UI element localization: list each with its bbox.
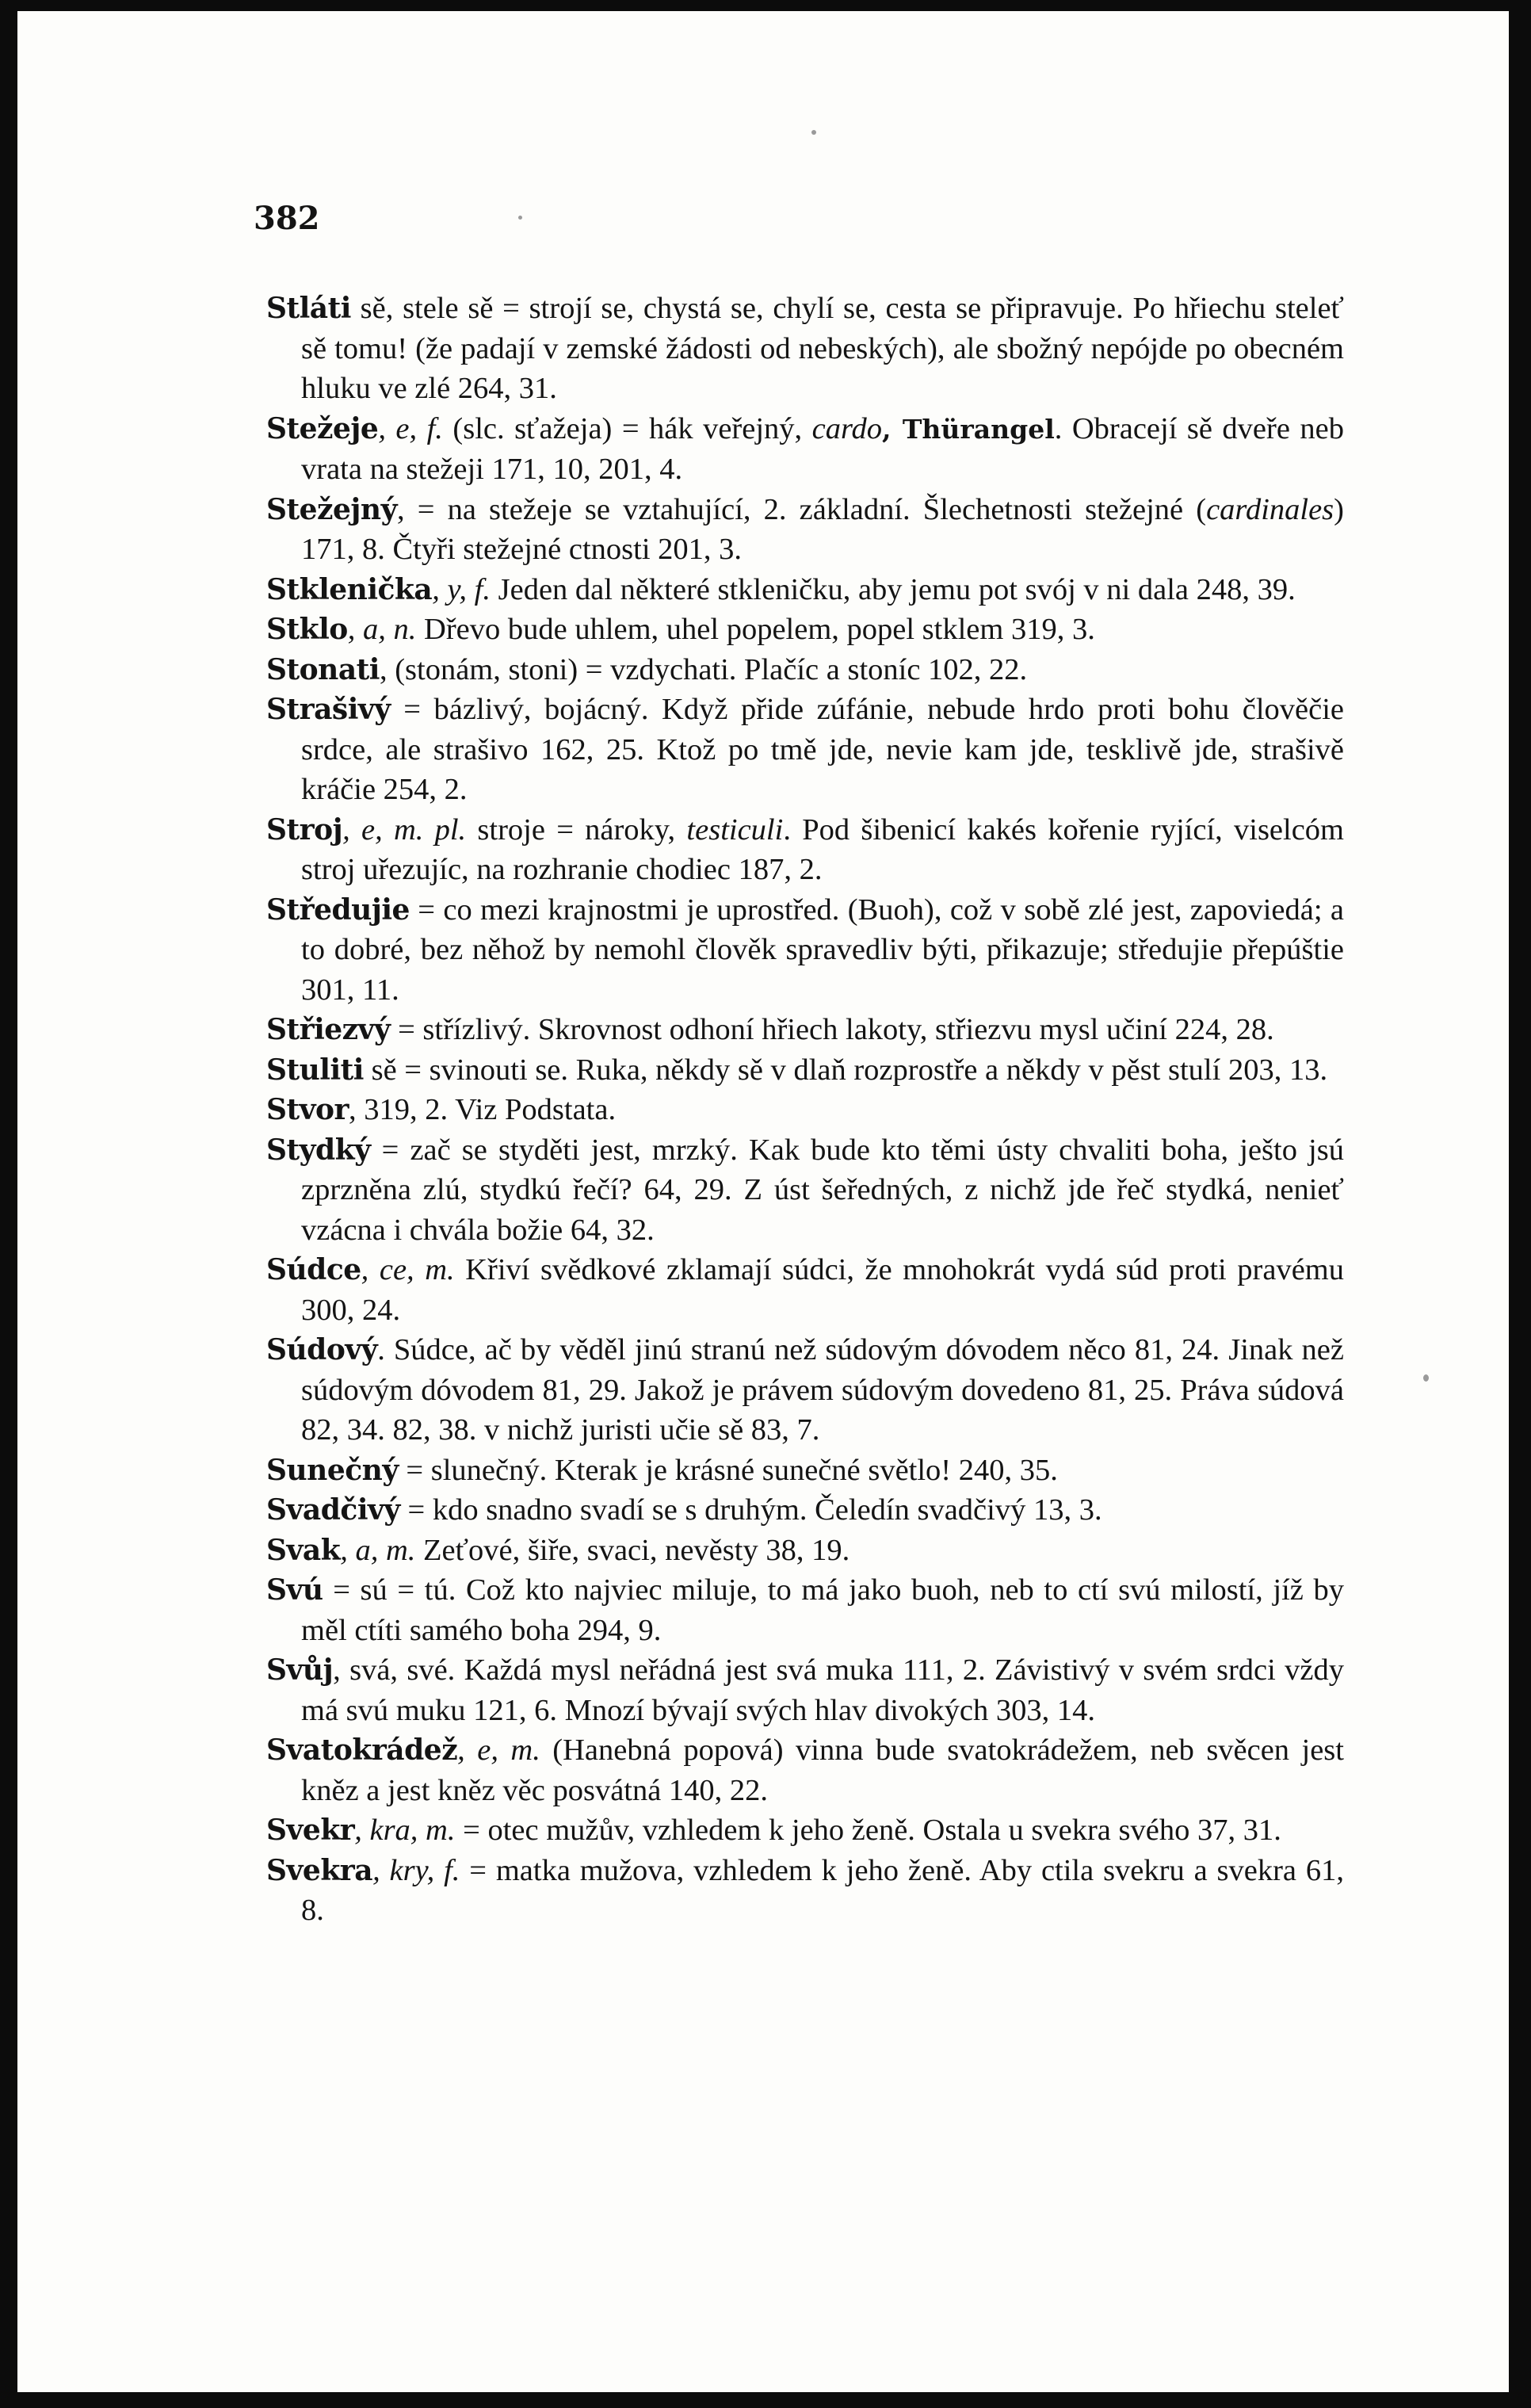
entry-latin-term: cardo (811, 411, 883, 445)
entry-headword: Svak (266, 1533, 341, 1567)
entry-grammar: , a, n. (347, 613, 417, 646)
entry-headword: Svatokrádež (266, 1733, 458, 1767)
entry-latin-term: cardinales (1206, 492, 1334, 526)
entry-grammar: , y, f. (432, 572, 491, 606)
entry-headword: Strašivý (266, 693, 391, 726)
glossary-entry (266, 650, 1344, 690)
entry-headword: Svadčivý (266, 1493, 400, 1527)
entry-text: = sú = tú. Což kto najviec miluje, to má jako buoh, neb to ctí svú milostí, jíž by měl ctíti samého boha 294, 9. (301, 1573, 1344, 1647)
glossary-entry (266, 1050, 1344, 1091)
entry-text: sě = svinouti se. Ruka, někdy sě v dlaň rozprostře a někdy v pěst stulí 203, 13. (363, 1053, 1328, 1087)
document-page (17, 11, 1509, 2392)
entry-text: , = na stežeje se vztahující, 2. základní. Šlechetnosti stežejné ( (397, 492, 1207, 526)
entry-text: = střízlivý. Skrovnost odhoní hřiech lakoty, střiezvu mysl učiní 224, 28. (390, 1013, 1274, 1046)
entry-text: = co mezi krajnostmi je uprostřed. (Buoh), což v sobě zlé jest, zapoviedá; a to dobré, bez něhož by nemohl člověk spravedliv býti, přikazuje; středujie přepúštie 301, 11. (301, 892, 1344, 1007)
entry-text-continued: . Obracejí sě dveře neb vrata na stežeji 171, 10, 201, 4. (301, 411, 1344, 486)
entry-headword: Svekra (266, 1853, 373, 1887)
entry-headword: Středujie (266, 892, 410, 927)
glossary-entry (266, 810, 1344, 890)
entry-headword: Svůj (266, 1653, 334, 1687)
entry-headword: Stvor (266, 1093, 349, 1126)
entry-text: . Súdce, ač by věděl jinú stranú než súdovým dóvodem něco 81, 24. Jinak než súdovým dóvodem 81, 29. Jakož je právem súdovým dovedeno 81, 25. Práva súdová 82, 34. 82, 38. v nichž juristi učie sě 83, 7. (301, 1333, 1344, 1447)
entry-text: , 319, 2. Viz Podstata. (349, 1093, 617, 1126)
entry-text: = zač se styděti jest, mrzký. Kak bude kto těmi ústy chvaliti boha, ješto jsú zprzněna zlú, stydkú řečí? 64, 29. Z úst šeředných, z nichž jde řeč stydká, nenieť vzácna i chvála božie 64, 32. (301, 1133, 1344, 1247)
glossary-entry (266, 1650, 1344, 1730)
glossary-entry (266, 1570, 1344, 1650)
entry-text: , (stonám, stoni) = vzdychati. Plačíc a stoníc 102, 22. (379, 652, 1028, 686)
entry-text: = slunečný. Kterak je krásné sunečné světlo! 240, 35. (398, 1453, 1058, 1487)
glossary-entry (266, 1851, 1344, 1931)
entry-headword: Sunečný (266, 1453, 399, 1487)
entry-headword: Svekr (266, 1814, 355, 1847)
entry-headword: Stydký (266, 1133, 371, 1167)
entry-grammar: , e, f. (378, 411, 443, 445)
entry-text: Jeden dal některé stkleničku, aby jemu pot svój v ni dala 248, 39. (491, 572, 1296, 606)
entry-text: Křiví svědkové zklamají súdci, že mnohokrát vydá súd proti pravému 300, 24. (301, 1253, 1345, 1327)
glossary-entry (266, 1451, 1344, 1491)
glossary-entry (266, 1010, 1344, 1050)
entry-headword: Súdce (266, 1253, 361, 1286)
glossary-entry (266, 1730, 1344, 1810)
paper-speck (811, 130, 816, 135)
glossary-entry (266, 610, 1344, 650)
entry-headword: Stežeje (266, 411, 379, 445)
entry-text: sě, stele sě = strojí se, chystá se, chylí se, cesta se připravuje. Po hřiechu steleť sě tomu! (že padají v zemské žádosti od nebeských), ale sbožný nepójde po obecném hluku ve zlé 264, 31. (301, 292, 1344, 405)
entry-german-term: , Thürangel (882, 413, 1055, 445)
entry-text-continued: ) 171, 8. Čtyři stežejné ctnosti 201, 3. (301, 492, 1344, 566)
entry-text-continued: . Pod šibenicí kakés kořenie ryjící, viselcóm stroj uřezujíc, na rozhranie chodiec 187, 2. (301, 812, 1345, 886)
paper-speck (518, 216, 522, 220)
entry-headword: Stuliti (266, 1053, 364, 1087)
entry-text: = bázlivý, bojácný. Když přide zúfánie, nebude hrdo proti bohu člověčie srdce, ale strašivo 162, 25. Ktož po tmě jde, nevie kam jde, tesklivě jde, strašivě kráčie 254, 2. (301, 693, 1344, 806)
entry-grammar: , ce, m. (361, 1253, 455, 1286)
glossary-entry (266, 690, 1344, 810)
entry-grammar: , e, m. (457, 1733, 540, 1767)
entry-headword: Svú (266, 1573, 323, 1607)
entry-text: = otec mužův, vzhledem k jeho ženě. Ostala u svekra svého 37, 31. (455, 1814, 1281, 1847)
glossary-entry (266, 1810, 1344, 1851)
entry-grammar: , kry, f. (372, 1853, 460, 1887)
entry-headword: Stláti (266, 292, 351, 325)
entry-text: = matka mužova, vzhledem k jeho ženě. Aby ctila svekru a svekra 61, 8. (301, 1853, 1344, 1927)
glossary-entry (266, 890, 1344, 1011)
entry-headword: Stklenička (266, 572, 433, 606)
glossary-entry (266, 1090, 1344, 1130)
entry-headword: Stklo (266, 613, 348, 646)
entry-headword: Stonati (266, 652, 380, 686)
glossary-entry (266, 1531, 1344, 1571)
entry-grammar: , e, m. pl. (342, 812, 467, 847)
glossary-entry (266, 1330, 1344, 1451)
entry-headword: Súdový (266, 1333, 378, 1366)
glossary-entry (266, 490, 1344, 570)
entry-text: Dřevo bude uhlem, uhel popelem, popel stklem 319, 3. (416, 613, 1095, 646)
entry-text: = kdo snadno svadí se s druhým. Čeledín svadčivý 13, 3. (399, 1493, 1102, 1527)
entry-text: stroje = nároky, (466, 812, 687, 847)
glossary-entry (266, 1490, 1344, 1531)
entry-latin-term: testiculi (686, 812, 784, 847)
entry-headword: Střiezvý (266, 1013, 391, 1046)
glossary-entry (266, 409, 1344, 490)
entry-headword: Stroj (266, 812, 343, 847)
entry-headword: Stežejný (266, 492, 397, 526)
entry-text: (Hanebná popová) vinna bude svatokrádežem, neb svěcen jest kněz a jest kněz věc posvátná 140, 22. (301, 1733, 1344, 1807)
entry-text: (slc. sťažeja) = hák veřejný, (442, 411, 812, 445)
paper-speck (1423, 1374, 1429, 1382)
glossary-entry (266, 289, 1344, 409)
glossary-entry (266, 570, 1344, 610)
glossary-entries (266, 289, 1344, 1931)
glossary-entry (266, 1250, 1344, 1330)
entry-grammar: , kra, m. (354, 1814, 456, 1847)
page-number: 382 (254, 200, 320, 237)
entry-text: Zeťové, šiře, svaci, nevěsty 38, 19. (415, 1533, 850, 1567)
glossary-entry (266, 1130, 1344, 1251)
entry-text: , svá, své. Každá mysl neřádná jest svá muka 111, 2. Závistivý v svém srdci vždy má svú muku 121, 6. Mnozí bývají svých hlav divokých 303, 14. (301, 1653, 1344, 1727)
entry-grammar: , a, m. (340, 1533, 416, 1567)
